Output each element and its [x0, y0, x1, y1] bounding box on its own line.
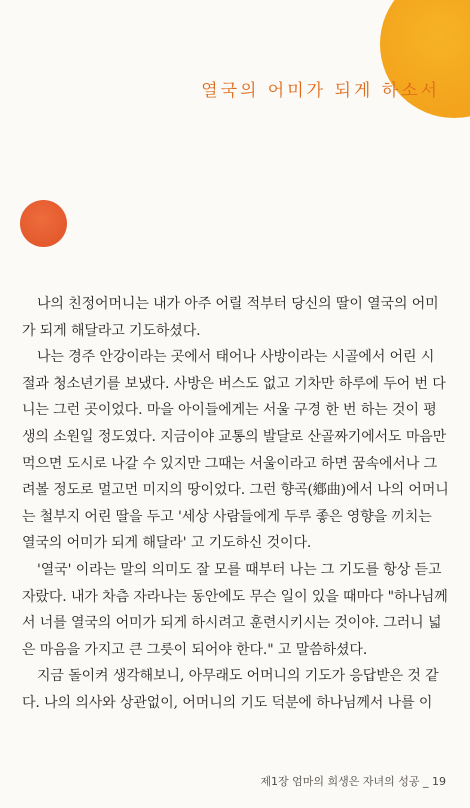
text-line: '열국' 이라는 말의 의미도 잘 모를 때부터 나는 그 기도를 항상 듣고: [37, 561, 442, 578]
text-line: 열국의 어미가 되게 해달라' 고 기도하신 것이다.: [22, 535, 312, 552]
text-line: 나의 친정어머니는 내가 아주 어릴 적부터 당신의 딸이 열국의 어미: [37, 296, 439, 312]
chapter-title: 열국의 어미가 되게 하소서: [201, 81, 440, 101]
text-line: 절과 청소년기를 보냈다. 사방은 버스도 없고 기차만 하루에 두어 번 다: [22, 375, 446, 392]
text-line: 려볼 정도로 멀고먼 미지의 땅이었다. 그런 향곡(鄕曲)에서 나의 어머니: [22, 482, 449, 499]
text-line: 니는 그런 곳이었다. 마을 아이들에게는 서울 구경 한 번 하는 것이 평: [22, 402, 437, 419]
text-line: 가 되게 해달라고 기도하셨다.: [22, 322, 201, 339]
text-line: 은 마음을 가지고 큰 그릇이 되어야 한다." 고 말씀하셨다.: [22, 641, 368, 658]
decorative-red-circle: [20, 200, 67, 247]
text-line: 는 철부지 어린 딸을 두고 '세상 사람들에게 두루 좋은 영향을 끼치는: [22, 508, 432, 525]
text-line: 지금 돌이켜 생각해보니, 아무래도 어머니의 기도가 응답받은 것 같: [37, 668, 439, 685]
text-line: 다. 나의 의사와 상관없이, 어머니의 기도 덕분에 하나님께서 나를 이: [22, 694, 433, 711]
text-line: 먹으면 도시로 나갈 수 있지만 그때는 서울이라고 하면 꿈속에서나 그: [22, 455, 438, 472]
body-text: [22, 291, 452, 717]
text-line: 자랐다. 내가 차츰 자라나는 동안에도 무슨 일이 있을 때마다 "하나님께: [22, 588, 448, 605]
text-line: 서 너를 열국의 어미가 되게 하시려고 훈련시키시는 것이야. 그러니 넓: [22, 615, 442, 632]
text-line: 생의 소원일 정도였다. 지금이야 교통의 발달로 산골짜기에서도 마음만: [22, 428, 447, 445]
page-footer: 제1장 엄마의 희생은 자녀의 성공 _ 19: [260, 775, 446, 788]
text-line: 나는 경주 안강이라는 곳에서 태어나 사방이라는 시골에서 어린 시: [37, 349, 435, 366]
